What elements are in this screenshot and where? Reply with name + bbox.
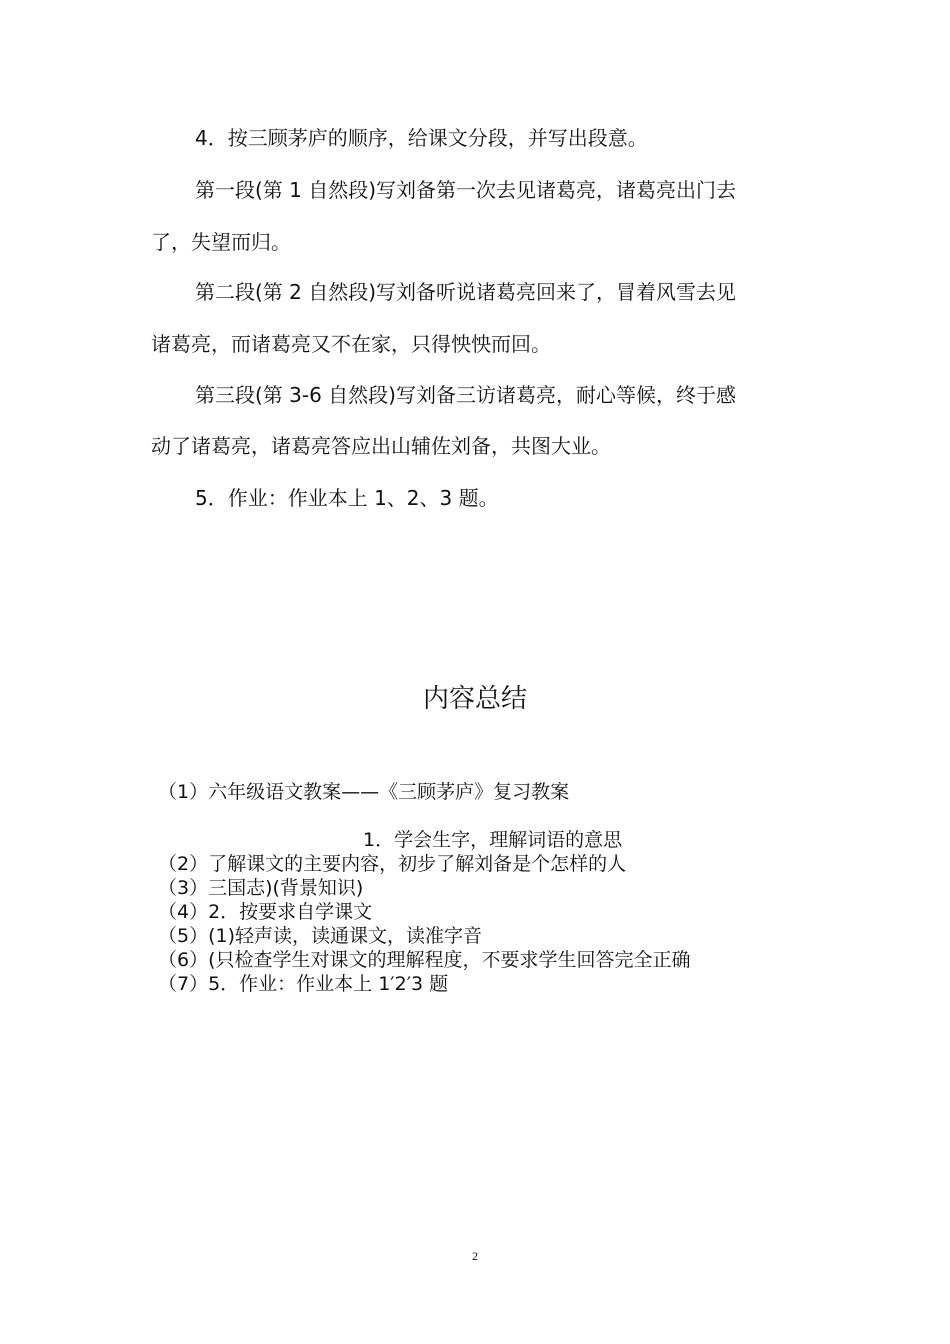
summary-item-3: （3）三国志)(背景知识) <box>158 877 364 899</box>
summary-item-1: （1）六年级语文教案——《三顾茅庐》复习教案 <box>158 781 570 803</box>
page-number: 2 <box>472 1249 478 1263</box>
paragraph-homework: 5．作业：作业本上 1、2、3 题。 <box>195 486 499 510</box>
paragraph-section-2-line-1: 第二段(第 2 自然段)写刘备听说诸葛亮回来了，冒着风雪去见 <box>195 280 737 304</box>
paragraph-section-2-line-2: 诸葛亮，而诸葛亮又不在家，只得怏怏而回。 <box>151 332 551 356</box>
paragraph-section-3-line-2: 动了诸葛亮，诸葛亮答应出山辅佐刘备，共图大业。 <box>151 434 611 458</box>
summary-item-6: （6）(只检查学生对课文的理解程度，不要求学生回答完全正确 <box>158 949 691 971</box>
summary-item-2: （2）了解课文的主要内容，初步了解刘备是个怎样的人 <box>158 853 627 875</box>
paragraph-section-3-line-1: 第三段(第 3-6 自然段)写刘备三访诸葛亮，耐心等候，终于感 <box>195 383 736 407</box>
paragraph-step-4: 4．按三顾茅庐的顺序，给课文分段，并写出段意。 <box>195 126 648 150</box>
paragraph-section-1-line-1: 第一段(第 1 自然段)写刘备第一次去见诸葛亮，诸葛亮出门去 <box>195 178 737 202</box>
summary-item-1-sub: 1．学会生字，理解词语的意思 <box>363 829 623 851</box>
paragraph-section-1-line-2: 了，失望而归。 <box>151 230 291 254</box>
summary-item-5: （5）(1)轻声读，读通课文，读准字音 <box>158 925 483 947</box>
summary-item-4: （4）2．按要求自学课文 <box>158 901 373 923</box>
summary-item-7: （7）5．作业：作业本上 1′2′3 题 <box>158 973 449 995</box>
summary-title: 内容总结 <box>422 684 527 714</box>
